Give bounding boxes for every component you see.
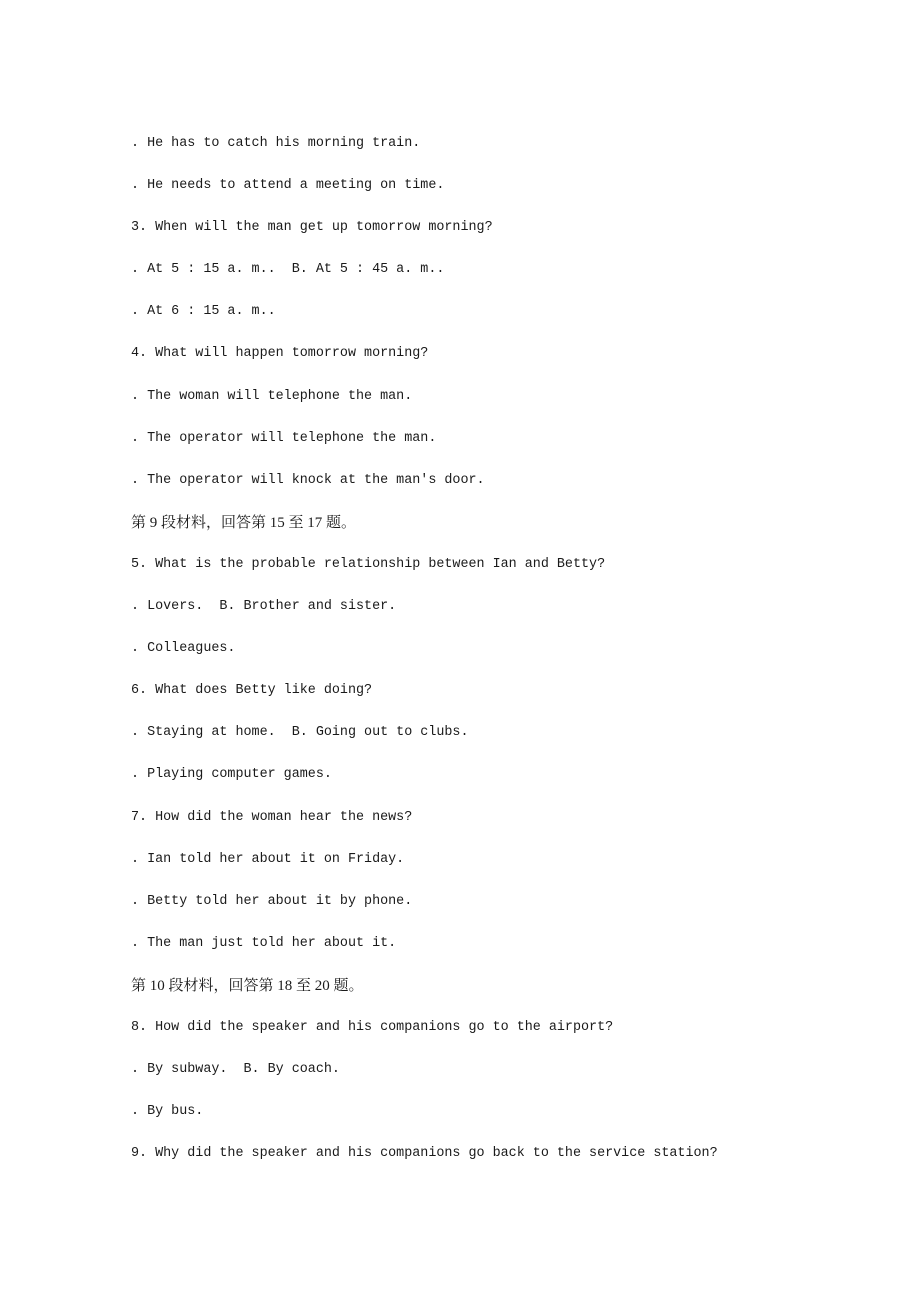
answer-option: . By subway. B. By coach. (131, 1062, 340, 1078)
answer-option: . Playing computer games. (131, 767, 332, 783)
question-8: 8. How did the speaker and his companions go to the airport? (131, 1019, 614, 1035)
answer-option: . The man just told her about it. (131, 935, 397, 951)
question-3: 3. When will the man get up tomorrow morning? (131, 220, 493, 236)
question-5: 5. What is the probable relationship between Ian and Betty? (131, 556, 606, 572)
answer-option: . Betty told her about it by phone. (131, 893, 413, 909)
answer-option: . By bus. (131, 1104, 204, 1120)
answer-option: . The operator will knock at the man's door. (131, 472, 485, 488)
answer-option: . The operator will telephone the man. (131, 430, 437, 446)
answer-option: . Staying at home. B. Going out to clubs. (131, 725, 469, 741)
answer-option: . He has to catch his morning train. (131, 136, 421, 151)
answer-option: . Ian told her about it on Friday. (131, 851, 405, 867)
answer-option: . Lovers. B. Brother and sister. (131, 599, 397, 615)
answer-option: . The woman will telephone the man. (131, 388, 413, 404)
document-body (131, 133, 831, 1185)
section-heading-9: 第 9 段材料，回答第 15 至 17 题。 (131, 514, 357, 531)
answer-option: . Colleagues. (131, 641, 236, 657)
question-7: 7. How did the woman hear the news? (131, 809, 413, 825)
answer-option: . He needs to attend a meeting on time. (131, 178, 445, 194)
answer-option: . At 5 : 15 a. m.. B. At 5 : 45 a. m.. (131, 262, 445, 278)
question-4: 4. What will happen tomorrow morning? (131, 346, 429, 362)
section-heading-10: 第 10 段材料，回答第 18 至 20 题。 (131, 977, 364, 994)
answer-option: . At 6 : 15 a. m.. (131, 304, 276, 320)
question-9: 9. Why did the speaker and his companions go back to the service station? (131, 1146, 718, 1162)
question-6: 6. What does Betty like doing? (131, 683, 373, 699)
